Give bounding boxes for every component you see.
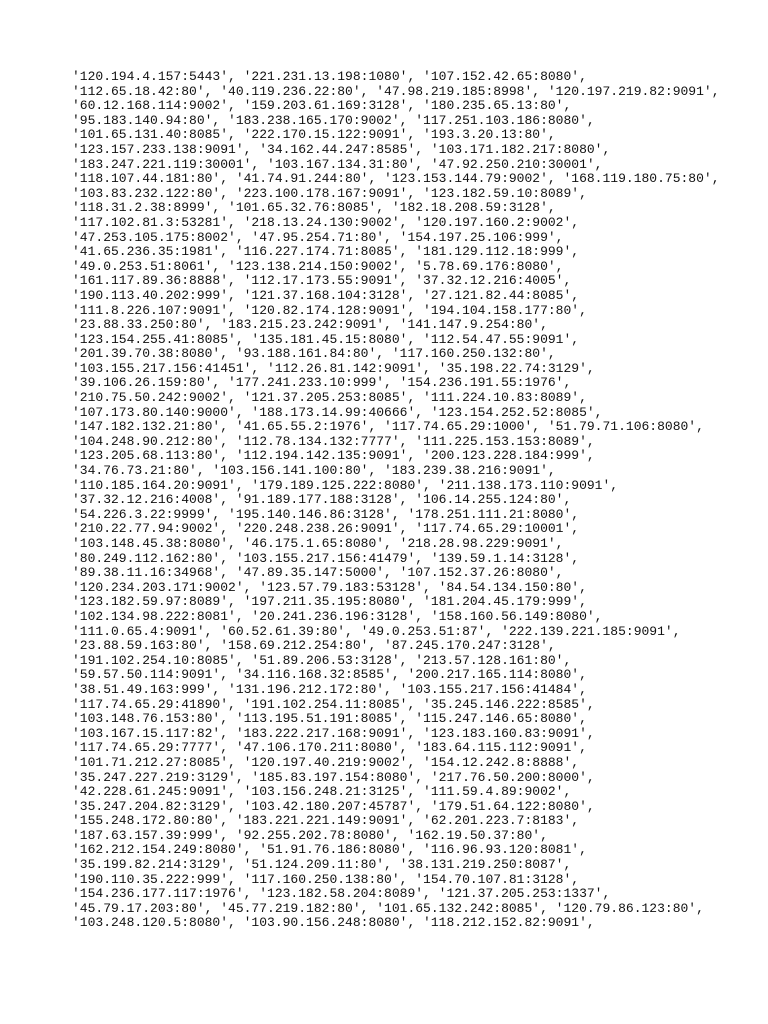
text-line: '103.148.76.153:80', '113.195.51.191:8085', '115.247.146.65:8080', xyxy=(72,711,587,727)
text-line: '102.134.98.222:8081', '20.241.236.196:3128', '158.160.56.149:8080', xyxy=(72,608,603,624)
text-line: '112.65.18.42:80', '40.119.236.22:80', '47.98.219.185:8998', '120.197.219.82:9091', xyxy=(72,83,720,99)
text-line: '111.8.226.107:9091', '120.82.174.128:9091', '194.104.158.177:80', xyxy=(72,302,587,318)
text-line: '210.22.77.94:9002', '220.248.238.26:9091', '117.74.65.29:10001', xyxy=(72,521,580,537)
text-line: '118.107.44.181:80', '41.74.91.244:80', '123.153.144.79:9002', '168.119.180.75:80', xyxy=(72,171,720,187)
text-line: '103.83.232.122:80', '223.100.178.167:9091', '123.182.59.10:8089', xyxy=(72,185,587,201)
text-line: '89.38.11.16:34968', '47.89.35.147:5000', '107.152.37.26:8080', xyxy=(72,565,564,581)
proxy-list-text xyxy=(72,70,732,931)
text-line: '80.249.112.162:80', '103.155.217.156:41479', '139.59.1.14:3128', xyxy=(72,550,580,566)
text-line: '34.76.73.21:80', '103.156.141.100:80', '183.239.38.216:9091', xyxy=(72,463,556,479)
text-line: '110.185.164.20:9091', '179.189.125.222:8080', '211.138.173.110:9091', xyxy=(72,477,619,493)
text-line: '155.248.172.80:80', '183.221.221.149:9091', '62.201.223.7:8183', xyxy=(72,813,580,829)
text-line: '35.247.227.219:3129', '185.83.197.154:8080', '217.76.50.200:8000', xyxy=(72,769,595,785)
text-line: '118.31.2.38:8999', '101.65.32.76:8085', '182.18.208.59:3128', xyxy=(72,200,556,216)
text-line: '191.102.254.10:8085', '51.89.206.53:3128', '213.57.128.161:80', xyxy=(72,652,572,668)
text-line: '54.226.3.22:9999', '195.140.146.86:3128', '178.251.111.21:8080', xyxy=(72,506,580,522)
text-line: '117.74.65.29:41890', '191.102.254.11:8085', '35.245.146.222:8585', xyxy=(72,696,595,712)
text-line: '162.212.154.249:8080', '51.91.76.186:8080', '116.96.93.120:8081', xyxy=(72,842,587,858)
text-line: '147.182.132.21:80', '41.65.55.2:1976', '117.74.65.29:1000', '51.79.71.106:8080', xyxy=(72,419,704,435)
text-line: '104.248.90.212:80', '112.78.134.132:7777', '111.225.153.153:8089', xyxy=(72,433,595,449)
text-line: '123.182.59.97:8089', '197.211.35.195:8080', '181.204.45.179:999', xyxy=(72,594,587,610)
text-line: '111.0.65.4:9091', '60.52.61.39:80', '49.0.253.51:87', '222.139.221.185:9091', xyxy=(72,623,681,639)
text-line: '45.79.17.203:80', '45.77.219.182:80', '101.65.132.242:8085', '120.79.86.123:80', xyxy=(72,900,704,916)
text-line: '35.199.82.214:3129', '51.124.209.11:80', '38.131.219.250:8087', xyxy=(72,857,572,873)
text-line: '123.154.255.41:8085', '135.181.45.15:8080', '112.54.47.55:9091', xyxy=(72,331,580,347)
text-line: '103.148.45.38:8080', '46.175.1.65:8080', '218.28.98.229:9091', xyxy=(72,536,564,551)
text-line: '190.110.35.222:999', '117.160.250.138:80', '154.70.107.81:3128', xyxy=(72,871,580,887)
text-line: '120.234.203.171:9002', '123.57.79.183:53128', '84.54.134.150:80', xyxy=(72,579,587,595)
text-line: '103.167.15.117:82', '183.222.217.168:9091', '123.183.160.83:9091', xyxy=(72,725,595,741)
text-line: '60.12.168.114:9002', '159.203.61.169:3128', '180.235.65.13:80', xyxy=(72,98,572,114)
text-line: '37.32.12.216:4008', '91.189.177.188:3128', '106.14.255.124:80', xyxy=(72,492,572,508)
text-line: '210.75.50.242:9002', '121.37.205.253:8085', '111.224.10.83:8089', xyxy=(72,390,587,406)
text-line: '154.236.177.117:1976', '123.182.58.204:8089', '121.37.205.253:1337', xyxy=(72,886,611,902)
text-line: '161.117.89.36:8888', '112.17.173.55:9091', '37.32.12.216:4005', xyxy=(72,273,572,289)
text-line: '103.155.217.156:41451', '112.26.81.142:9091', '35.198.22.74:3129', xyxy=(72,360,595,376)
text-line: '101.71.212.27:8085', '120.197.40.219:9002', '154.12.242.8:8888', xyxy=(72,754,580,770)
text-line: '123.205.68.113:80', '112.194.142.135:9091', '200.123.228.184:999', xyxy=(72,448,595,464)
text-line: '23.88.33.250:80', '183.215.23.242:9091', '141.147.9.254:80', xyxy=(72,317,548,333)
text-line: '201.39.70.38:8080', '93.188.161.84:80', '117.160.250.132:80', xyxy=(72,346,556,362)
text-line: '39.106.26.159:80', '177.241.233.10:999', '154.236.191.55:1976', xyxy=(72,375,572,391)
text-line: '123.157.233.138:9091', '34.162.44.247:8585', '103.171.182.217:8080', xyxy=(72,141,611,157)
text-line: '101.65.131.40:8085', '222.170.15.122:9091', '193.3.20.13:80', xyxy=(72,127,556,143)
text-line: '59.57.50.114:9091', '34.116.168.32:8585', '200.217.165.114:8080', xyxy=(72,667,587,683)
text-line: '23.88.59.163:80', '158.69.212.254:80', '87.245.170.247:3128', xyxy=(72,638,556,654)
text-line: '187.63.157.39:999', '92.255.202.78:8080', '162.19.50.37:80', xyxy=(72,827,548,843)
text-line: '41.65.236.35:1981', '116.227.174.71:8085', '181.129.112.18:999', xyxy=(72,244,580,260)
text-line: '38.51.49.163:999', '131.196.212.172:80', '103.155.217.156:41484', xyxy=(72,681,587,697)
text-line: '117.102.81.3:53281', '218.13.24.130:9002', '120.197.160.2:9002', xyxy=(72,214,580,230)
text-line: '107.173.80.140:9000', '188.173.14.99:40666', '123.154.252.52:8085', xyxy=(72,404,603,420)
text-line: '120.194.4.157:5443', '221.231.13.198:1080', '107.152.42.65:8080', xyxy=(72,69,587,84)
text-line: '49.0.253.51:8061', '123.138.214.150:9002', '5.78.69.176:8080', xyxy=(72,258,564,274)
text-line: '190.113.40.202:999', '121.37.168.104:3128', '27.121.82.44:8085', xyxy=(72,287,580,303)
text-line: '117.74.65.29:7777', '47.106.170.211:8080', '183.64.115.112:9091', xyxy=(72,740,587,756)
text-line: '47.253.105.175:8002', '47.95.254.71:80', '154.197.25.106:999', xyxy=(72,229,564,245)
text-line: '42.228.61.245:9091', '103.156.248.21:3125', '111.59.4.89:9002', xyxy=(72,784,572,800)
text-line: '103.248.120.5:8080', '103.90.156.248:8080', '118.212.152.82:9091', xyxy=(72,915,595,931)
text-line: '35.247.204.82:3129', '103.42.180.207:45787', '179.51.64.122:8080', xyxy=(72,798,595,814)
text-line: '183.247.221.119:30001', '103.167.134.31:80', '47.92.250.210:30001', xyxy=(72,156,603,172)
text-line: '95.183.140.94:80', '183.238.165.170:9002', '117.251.103.186:8080', xyxy=(72,112,595,128)
